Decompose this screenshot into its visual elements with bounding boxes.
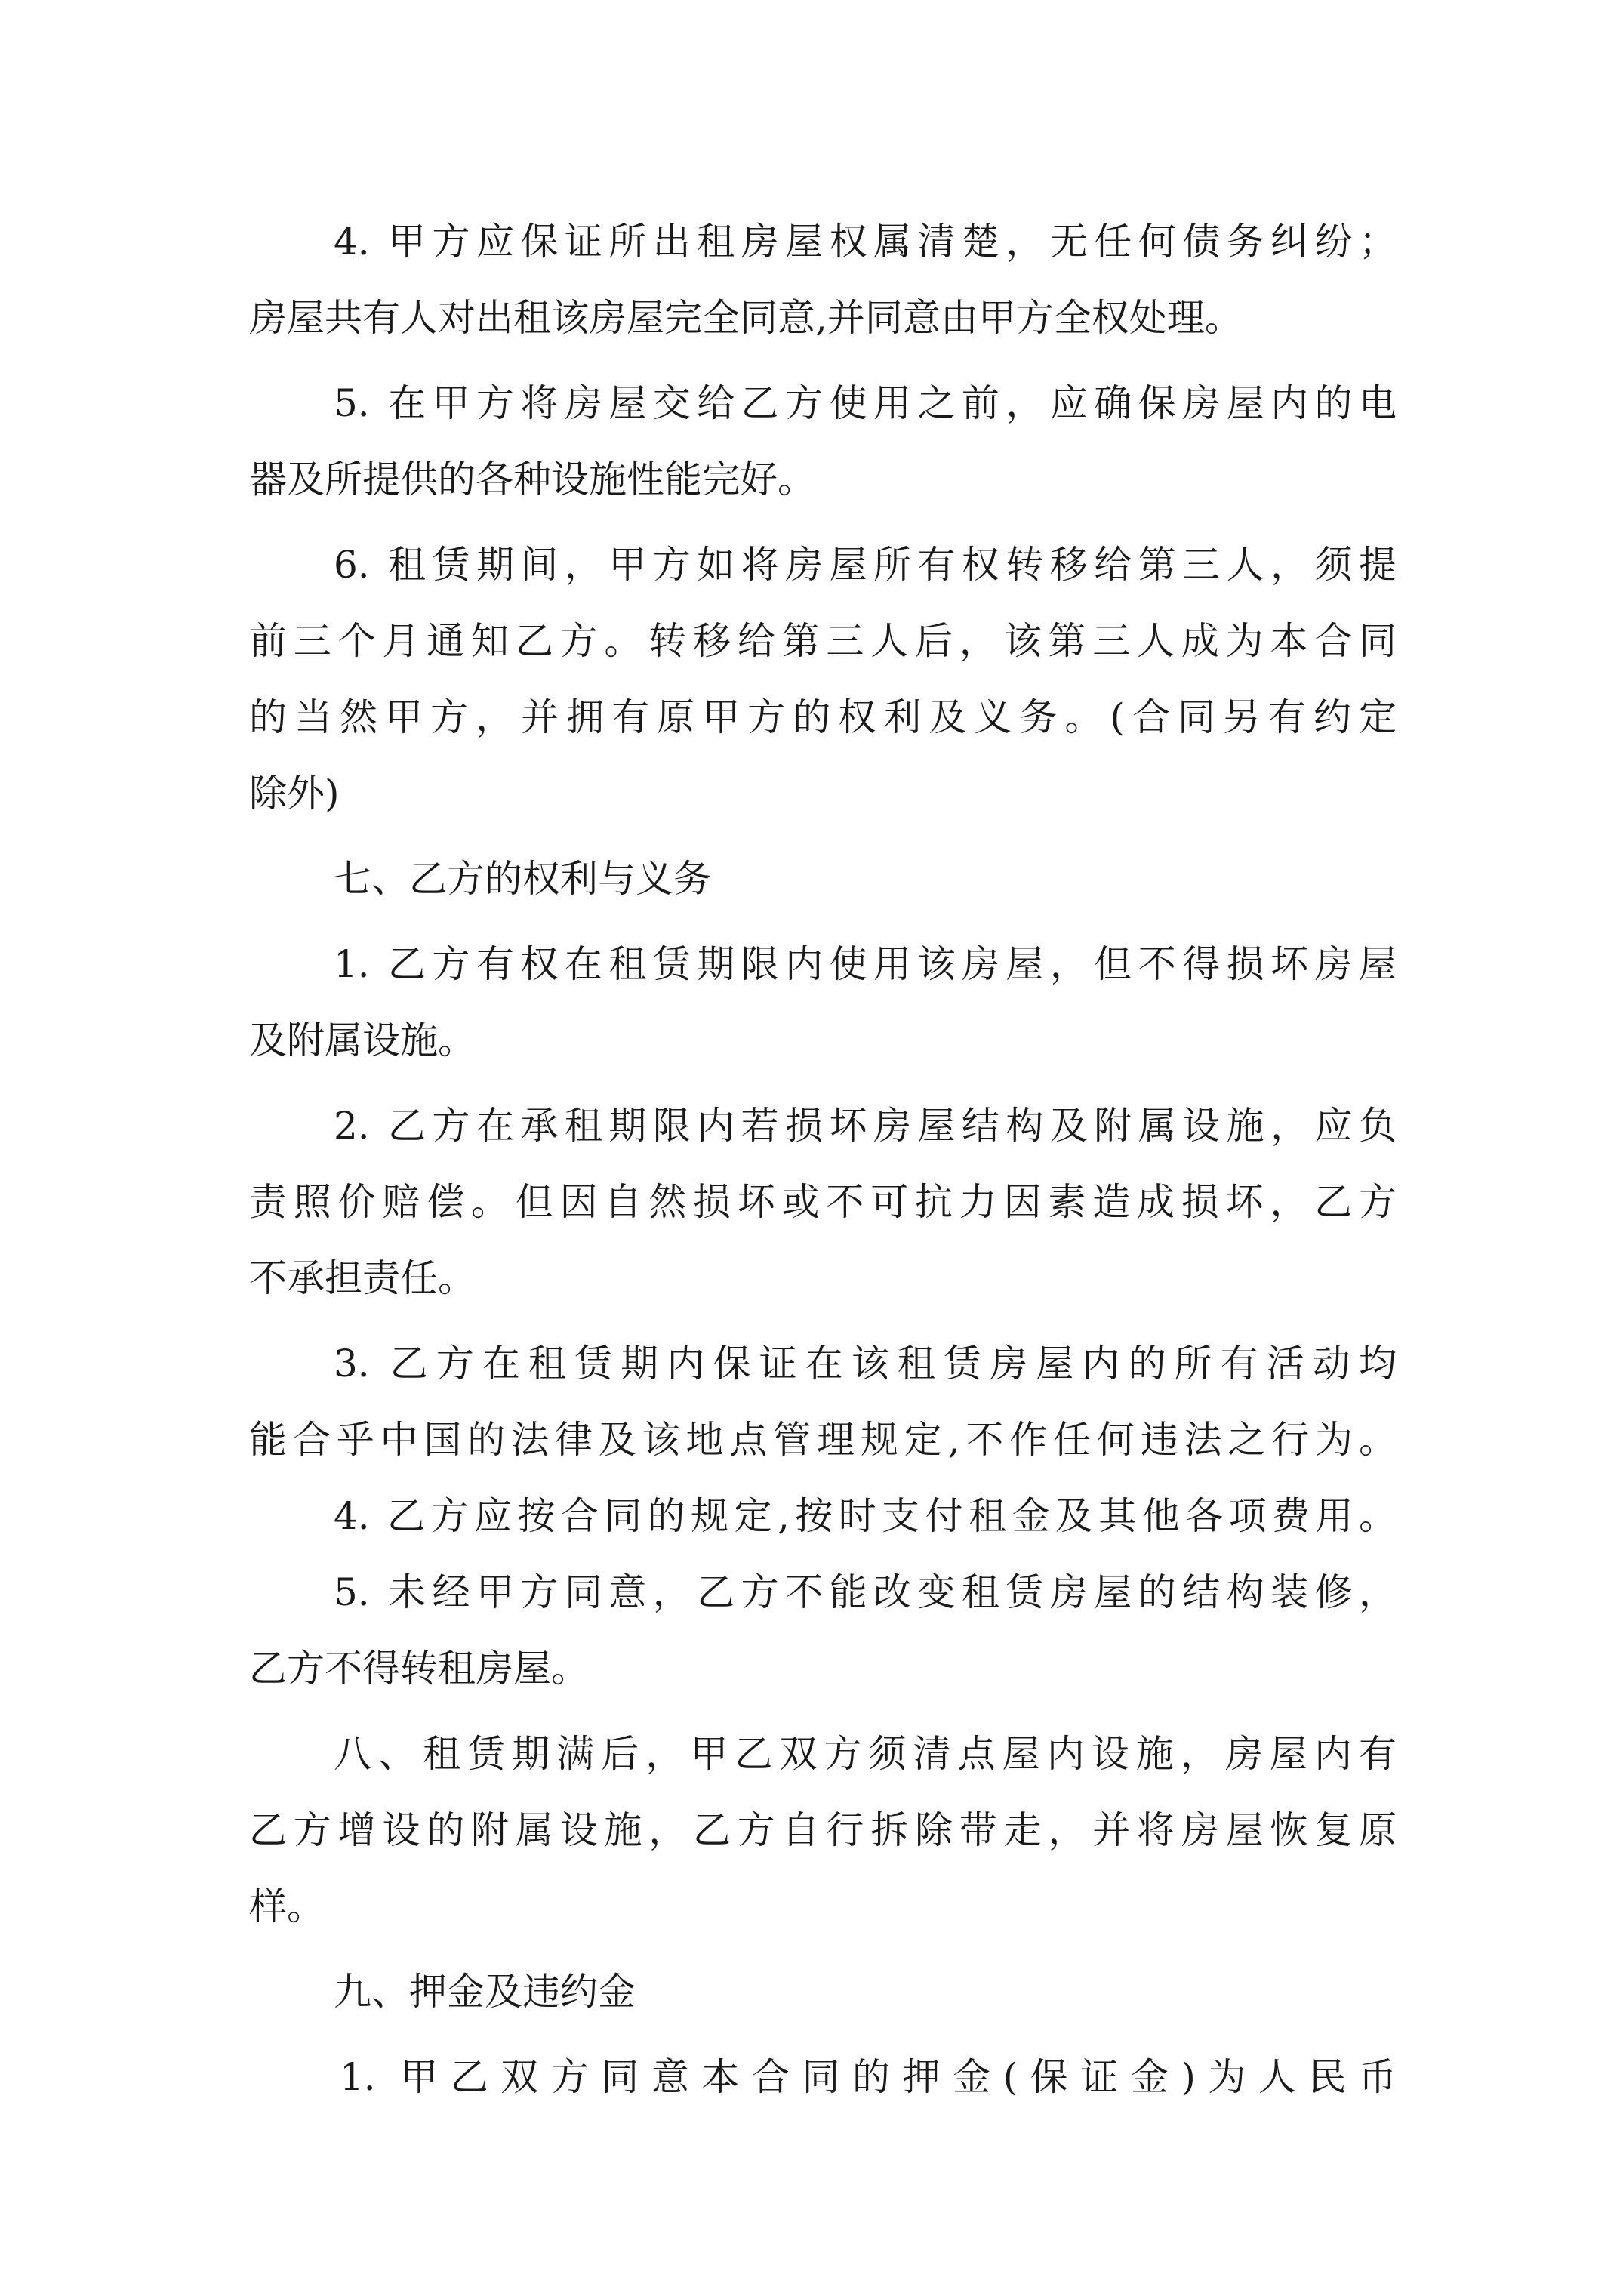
contract-body: [249, 204, 1397, 2116]
text-line: 乙方不得转租房屋。: [249, 1647, 589, 1690]
paragraph-tenant-item-3: [249, 1326, 1397, 1478]
text-line: 2. 乙方在承租期限内若损坏房屋结构及附属设施，应负: [334, 1104, 1397, 1148]
paragraph-tenant-item-5: [249, 1555, 1397, 1707]
paragraph-landlord-item-6: [249, 527, 1397, 832]
text-line: 不承担责任。: [249, 1256, 476, 1300]
text-line: 4. 甲方应保证所出租房屋权属清楚，无任何债务纠纷；: [334, 220, 1397, 264]
text-line: 的当然甲方，并拥有原甲方的权利及义务。(合同另有约定: [249, 695, 1397, 739]
paragraph-tenant-item-2: [249, 1088, 1397, 1317]
text-line: 4. 乙方应按合同的规定,按时支付租金及其他各项费用。: [334, 1494, 1397, 1538]
paragraph-tenant-item-4: [249, 1478, 1397, 1555]
paragraph-landlord-item-4: [249, 204, 1397, 356]
text-line: 及附属设施。: [249, 1019, 476, 1062]
text-line: 责照价赔偿。但因自然损坏或不可抗力因素造成损坏，乙方: [249, 1180, 1397, 1224]
text-line: 样。: [249, 1885, 325, 1928]
text-line: 3. 乙方在租赁期内保证在该租赁房屋内的所有活动均: [334, 1342, 1397, 1385]
text-line: 除外): [249, 772, 340, 815]
text-line: 八、租赁期满后，甲乙双方须清点屋内设施，房屋内有: [334, 1732, 1397, 1776]
text-line: 5. 未经甲方同意，乙方不能改变租赁房屋的结构装修，: [334, 1570, 1397, 1614]
paragraph-landlord-item-5: [249, 365, 1397, 518]
paragraph-deposit-item-1: [249, 2039, 1397, 2116]
text-line: 1. 甲乙双方同意本合同的押金(保证金)为人民币: [340, 2055, 1397, 2099]
section-heading-7: [249, 841, 1397, 917]
text-line: 6. 租赁期间，甲方如将房屋所有权转移给第三人，须提: [334, 543, 1397, 587]
text-line: 房屋共有人对出租该房屋完全同意,并同意由甲方全权处理。: [249, 296, 1243, 340]
text-line: 乙方增设的附属设施，乙方自行拆除带走，并将房屋恢复原: [249, 1808, 1397, 1852]
text-line: 1. 乙方有权在租赁期限内使用该房屋，但不得损坏房屋: [334, 942, 1397, 986]
section-title: 九、押金及违约金: [334, 1970, 636, 2014]
text-line: 前三个月通知乙方。转移给第三人后，该第三人成为本合同: [249, 619, 1397, 663]
section-heading-9: [249, 1954, 1397, 2030]
paragraph-tenant-item-1: [249, 926, 1397, 1079]
section-heading-8: [249, 1716, 1397, 1945]
section-title: 七、乙方的权利与义务: [334, 857, 711, 901]
text-line: 器及所提供的各种设施性能完好。: [249, 458, 815, 501]
text-line: 5. 在甲方将房屋交给乙方使用之前，应确保房屋内的电: [334, 381, 1397, 425]
text-line: 能合乎中国的法律及该地点管理规定,不作任何违法之行为。: [249, 1418, 1397, 1462]
